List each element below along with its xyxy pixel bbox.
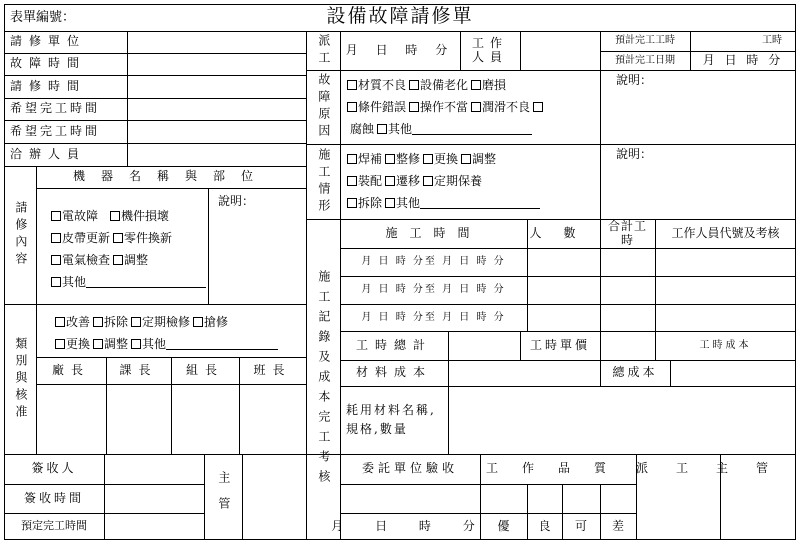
repair-opt-1-label: 機件損壞 (121, 209, 170, 223)
supervisor-label: 主管 (216, 471, 231, 523)
work-opt-0-checkbox[interactable] (347, 154, 357, 164)
cat-opt-3-checkbox[interactable] (193, 317, 203, 327)
fault-opt-4-label: 操作不當 (420, 100, 469, 114)
cat-opt-1-label: 拆除 (104, 315, 129, 329)
fault-time-label: 故障時間 (10, 56, 87, 71)
fault-opt-2-checkbox[interactable] (471, 80, 481, 90)
hours-unit-label: 工時 (762, 35, 782, 47)
cat-opt-4-label: 更換 (66, 337, 91, 351)
est-finish-date-label: 預計完工日期 (615, 54, 675, 66)
fault-opt-3-label: 條件錯誤 (358, 100, 407, 114)
time-range-row-2: 月 日 時 分至 月 日 時 分 (361, 284, 506, 296)
form-number-label: 表單編號： (10, 9, 76, 25)
desired-finish-time-label-2: 希望完工時間 (10, 123, 101, 138)
work-status-options (344, 148, 540, 214)
fault-note-label: 說明： (616, 73, 653, 88)
dispatch-datetime: 月 日 時 分 (345, 42, 455, 57)
desired-finish-time-label: 希望完工時間 (10, 101, 101, 116)
cat-opt-0-label: 改善 (66, 315, 91, 329)
work-opt-3-label: 調整 (472, 152, 497, 166)
machine-part-header: 機器名稱與部位 (72, 169, 269, 184)
cat-opt-5-label: 調整 (104, 337, 129, 351)
grade-fair: 可 (574, 518, 587, 533)
fault-opt-5b-checkbox[interactable] (533, 102, 543, 112)
category-approval-label: 類別與核准 (13, 336, 28, 422)
est-finish-datetime: 月 日 時 分 (702, 52, 784, 67)
fault-opt-1-checkbox[interactable] (409, 80, 419, 90)
repair-opt-4-checkbox[interactable] (51, 255, 61, 265)
fault-opt-7-checkbox[interactable] (377, 124, 387, 134)
repair-content-label: 請修內容 (13, 201, 28, 269)
cat-opt-4-checkbox[interactable] (55, 339, 65, 349)
approver-section-head: 課長 (119, 362, 158, 377)
fault-opt-5-checkbox[interactable] (471, 102, 481, 112)
work-opt-1-checkbox[interactable] (385, 154, 395, 164)
contact-person-label: 洽辦人員 (10, 146, 87, 161)
scheduled-finish-label: 預定完工時間 (21, 519, 87, 533)
grade-poor: 差 (611, 518, 624, 533)
dispatch-label: 派工 (316, 33, 331, 68)
acceptance-label: 委託單位驗收 (361, 461, 458, 476)
repair-opt-1-checkbox[interactable] (110, 211, 120, 221)
fault-opt-1-label: 設備老化 (420, 78, 469, 92)
repair-opt-0-checkbox[interactable] (51, 211, 61, 221)
work-opt-1-label: 整修 (396, 152, 421, 166)
people-count-header: 人數 (529, 225, 598, 240)
work-opt-2-checkbox[interactable] (423, 154, 433, 164)
work-note-label: 說明： (616, 147, 653, 162)
cat-opt-2-label: 定期檢修 (142, 315, 191, 329)
grade-good: 良 (538, 518, 551, 533)
fault-other-line[interactable] (412, 134, 532, 135)
work-opt-3-checkbox[interactable] (461, 154, 471, 164)
repair-opt-2-label: 皮帶更新 (62, 231, 111, 245)
work-other-line[interactable] (420, 208, 540, 209)
request-time-label: 請修時間 (10, 78, 87, 93)
total-hours-header: 合計工時 (608, 219, 648, 247)
work-opt-5-label: 遷移 (396, 174, 421, 188)
cat-opt-0-checkbox[interactable] (55, 317, 65, 327)
fault-opt-5-label: 潤滑不良 (482, 100, 531, 114)
acceptance-datetime: 月 日 時 分 (331, 518, 489, 533)
work-opt-7-checkbox[interactable] (347, 198, 357, 208)
work-opt-2-label: 更換 (434, 152, 459, 166)
worker-code-header: 工作人員代號及考核 (671, 225, 780, 240)
work-time-header: 施工時間 (385, 225, 482, 240)
time-range-row-3: 月 日 時 分至 月 日 時 分 (361, 311, 506, 323)
approver-team-head: 班長 (253, 362, 292, 377)
repair-opt-6-label: 其他 (62, 275, 87, 289)
repair-options (48, 205, 206, 293)
work-opt-6-label: 定期保養 (434, 174, 483, 188)
repair-opt-0-label: 電故障 (62, 209, 99, 223)
repair-opt-3-checkbox[interactable] (113, 233, 123, 243)
material-names-label: 耗用材料名稱,規格,數量 (346, 402, 436, 436)
repair-opt-4-label: 電氣檢查 (62, 253, 111, 267)
work-opt-6-checkbox[interactable] (423, 176, 433, 186)
repair-opt-6-checkbox[interactable] (51, 277, 61, 287)
cat-opt-6-checkbox[interactable] (131, 339, 141, 349)
time-range-row-1: 月 日 時 分至 月 日 時 分 (361, 256, 506, 268)
work-record-label: 施工記錄及成本完工考核 (316, 269, 331, 490)
work-opt-7-label: 拆除 (358, 196, 383, 210)
repair-opt-5-label: 調整 (124, 253, 149, 267)
material-cost-label: 材料成本 (355, 365, 432, 380)
fault-opt-7-label: 其他 (388, 122, 413, 136)
receive-time-label: 簽收時間 (23, 490, 84, 505)
fault-opt-6-label: 腐蝕 (350, 122, 375, 136)
cat-opt-2-checkbox[interactable] (131, 317, 141, 327)
repair-opt-5-checkbox[interactable] (113, 255, 123, 265)
category-other-line[interactable] (166, 349, 278, 350)
cat-opt-1-checkbox[interactable] (93, 317, 103, 327)
worker-label: 工作人員 (471, 35, 508, 64)
cat-opt-6-label: 其他 (142, 337, 167, 351)
work-opt-4-checkbox[interactable] (347, 176, 357, 186)
fault-opt-3-checkbox[interactable] (347, 102, 357, 112)
fault-opt-4-checkbox[interactable] (409, 102, 419, 112)
repair-other-line[interactable] (86, 287, 206, 288)
work-opt-4-label: 裝配 (358, 174, 383, 188)
work-status-label: 施工情形 (316, 147, 331, 216)
work-opt-0-label: 焊補 (358, 152, 383, 166)
fault-cause-label: 故障原因 (316, 73, 331, 141)
form-title: 設備故障請修單 (326, 5, 474, 28)
hour-cost-label: 工時成本 (699, 339, 752, 351)
repair-opt-2-checkbox[interactable] (51, 233, 61, 243)
receiver-label: 簽收人 (31, 461, 77, 476)
cat-opt-5-checkbox[interactable] (93, 339, 103, 349)
total-cost-label: 總成本 (612, 365, 658, 380)
fault-opt-0-checkbox[interactable] (347, 80, 357, 90)
work-opt-5-checkbox[interactable] (385, 176, 395, 186)
dispatch-supervisor-label: 派工主管 (636, 461, 797, 476)
fault-opt-0-label: 材質不良 (358, 78, 407, 92)
fault-opt-2-label: 磨損 (482, 78, 507, 92)
repair-opt-3-label: 零件換新 (124, 231, 173, 245)
repair-note-label: 說明： (218, 194, 255, 209)
cat-opt-3-label: 搶修 (204, 315, 229, 329)
work-opt-8-checkbox[interactable] (385, 198, 395, 208)
repair-unit-label: 請修單位 (10, 34, 87, 49)
approver-factory-head: 廠長 (51, 362, 90, 377)
work-opt-8-label: 其他 (396, 196, 421, 210)
approver-group-head: 組長 (185, 362, 224, 377)
fault-cause-options (344, 74, 544, 140)
grade-excellent: 優 (497, 518, 510, 533)
hour-unit-price-label: 工時單價 (529, 337, 590, 352)
category-options (52, 311, 278, 355)
total-hours-label: 工時總計 (355, 337, 432, 352)
est-hours-label: 預計完工工時 (615, 35, 675, 47)
work-quality-label: 工作品質 (485, 461, 630, 476)
